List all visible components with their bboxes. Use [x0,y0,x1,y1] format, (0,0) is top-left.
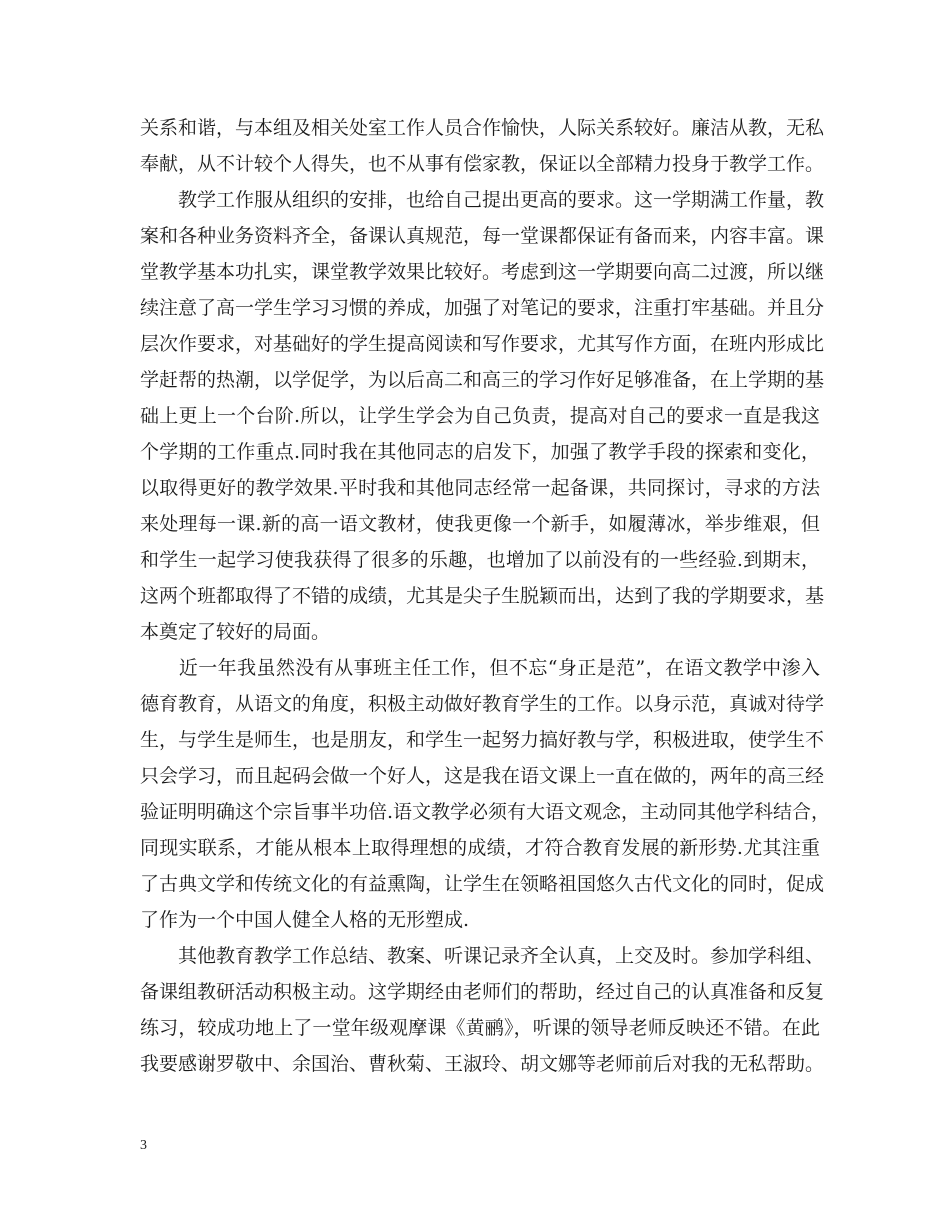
text-line: 只会学习，而且起码会做一个好人，这是我在语文课上一直在做的，两年的高三经 [140,765,825,787]
paragraph [140,110,825,182]
text-line: 来处理每一课.新的高一语文教材，使我更像一个新手，如履薄冰，举步维艰，但 [140,513,820,535]
text-line: 生，与学生是师生，也是朋友，和学生一起努力搞好教与学，积极进取，使学生不 [140,729,825,751]
text-line: 了古典文学和传统文化的有益熏陶，让学生在领略祖国悠久古代文化的同时，促成 [140,873,825,895]
text-line: 以取得更好的教学效果.平时我和其他同志经常一起备课，共同探讨，寻求的方法 [140,477,820,499]
text-line: 个学期的工作重点.同时我在其他同志的启发下，加强了教学手段的探索和变化， [140,441,820,463]
paragraph [140,938,825,1082]
text-line: 其他教育教学工作总结、教案、听课记录齐全认真，上交及时。参加学科组、 [140,945,825,967]
text-line: 学赶帮的热潮，以学促学，为以后高二和高三的学习作好足够准备，在上学期的基 [140,369,825,391]
text-line: 堂教学基本功扎实，课堂教学效果比较好。考虑到这一学期要向高二过渡，所以继 [140,261,825,283]
text-line: 层次作要求，对基础好的学生提高阅读和写作要求，尤其写作方面，在班内形成比 [140,333,825,355]
paragraph [140,182,825,650]
body-text [140,110,831,1082]
text-line: 我要感谢罗敬中、余国治、曹秋菊、王淑玲、胡文娜等老师前后对我的无私帮助。 [140,1053,825,1075]
text-line: 本奠定了较好的局面。 [140,621,331,643]
text-line: 这两个班都取得了不错的成绩，尤其是尖子生脱颖而出，达到了我的学期要求，基 [140,585,825,607]
text-line: 练习，较成功地上了一堂年级观摩课《黄鹂》，听课的领导老师反映还不错。在此 [140,1017,820,1039]
text-line: 续注意了高一学生学习习惯的养成，加强了对笔记的要求，注重打牢基础。并且分 [140,297,825,319]
page-number: 3 [140,1138,147,1153]
text-line: 和学生一起学习使我获得了很多的乐趣，也增加了以前没有的一些经验.到期末， [140,549,820,571]
text-line: 案和各种业务资料齐全，备课认真规范，每一堂课都保证有备而来，内容丰富。课 [140,225,825,247]
text-line: 奉献，从不计较个人得失，也不从事有偿家教，保证以全部精力投身于教学工作。 [140,153,825,175]
paragraph [140,650,831,938]
text-line: 教学工作服从组织的安排，也给自己提出更高的要求。这一学期满工作量，教 [140,189,825,211]
text-line: 验证明明确这个宗旨事半功倍.语文教学必须有大语文观念，主动同其他学科结合， [140,801,831,823]
text-line: 同现实联系，才能从根本上取得理想的成绩，才符合教育发展的新形势.尤其注重 [140,837,820,859]
text-line: 了作为一个中国人健全人格的无形塑成. [140,909,470,931]
text-line: 德育教育，从语文的角度，积极主动做好教育学生的工作。以身示范，真诚对待学 [140,693,825,715]
text-line: 础上更上一个台阶.所以，让学生学会为自己负责，提高对自己的要求一直是我这 [140,405,820,427]
text-line: 关系和谐，与本组及相关处室工作人员合作愉快，人际关系较好。廉洁从教，无私 [140,117,825,139]
text-line: 近一年我虽然没有从事班主任工作，但不忘“身正是范”，在语文教学中渗入 [140,657,820,679]
text-line: 备课组教研活动积极主动。这学期经由老师们的帮助，经过自己的认真准备和反复 [140,981,825,1003]
